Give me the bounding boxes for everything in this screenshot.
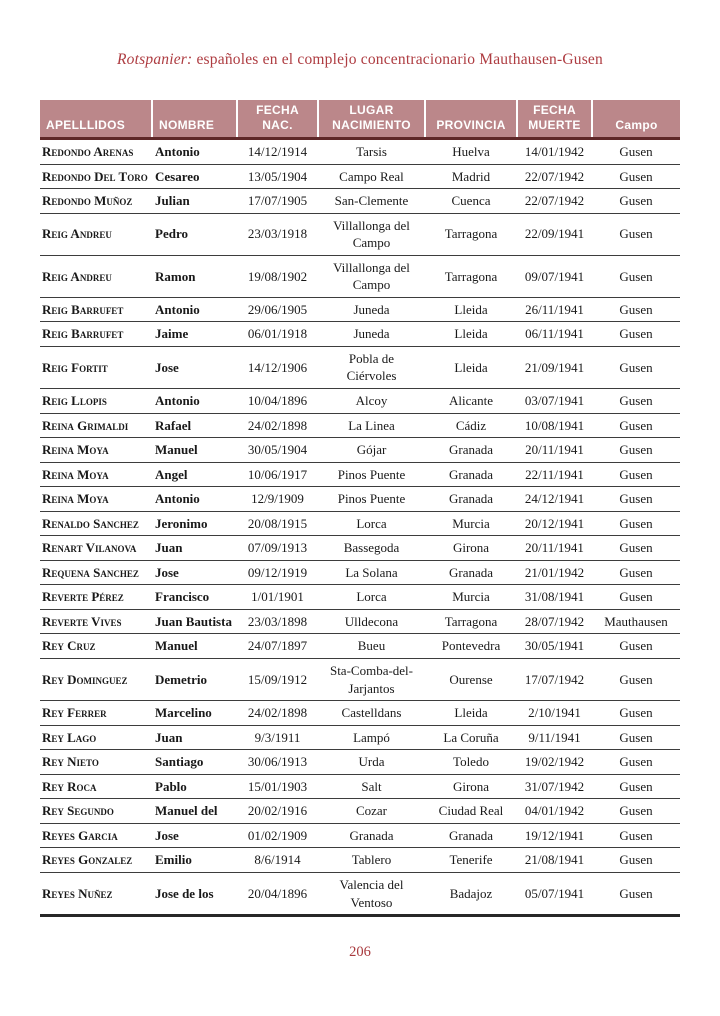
- cell-fecha-muerte: 9/11/1941: [528, 729, 581, 745]
- cell-apellidos: Rey Nieto: [42, 754, 99, 770]
- table-row: [40, 701, 680, 726]
- cell-apellidos: Rey Roca: [42, 778, 97, 794]
- cell-lugar: Pobla de Ciérvoles: [346, 350, 397, 384]
- cell-fecha-nac: 20/04/1896: [247, 885, 308, 901]
- cell-apellidos: Reig Andreu: [42, 268, 112, 284]
- cell-lugar: Urda: [358, 754, 385, 770]
- cell-fecha-nac: 1/01/1901: [251, 589, 304, 605]
- table-row: [40, 848, 680, 873]
- cell-provincia: Alicante: [448, 393, 494, 409]
- cell-fecha-muerte: 09/07/1941: [524, 268, 585, 284]
- cell-nombre: Antonio: [155, 393, 200, 409]
- column-header-lugar-nacimiento: LUGAR NACIMIENTO: [318, 100, 425, 139]
- cell-provincia: Lleida: [454, 301, 488, 317]
- cell-lugar: Ulldecona: [344, 613, 399, 629]
- cell-fecha-nac: 20/08/1915: [247, 515, 308, 531]
- cell-campo: Gusen: [619, 442, 653, 458]
- cell-lugar: Granada: [349, 827, 394, 843]
- cell-lugar: Juneda: [353, 326, 390, 342]
- cell-provincia: Murcia: [452, 515, 490, 531]
- cell-lugar: Villallonga del Campo: [333, 259, 410, 293]
- cell-provincia: Ourense: [449, 671, 493, 687]
- cell-fecha-nac: 14/12/1906: [247, 359, 308, 375]
- cell-apellidos: Reyes Nuñez: [42, 885, 113, 901]
- cell-fecha-muerte: 22/07/1942: [524, 193, 585, 209]
- cell-provincia: Tarragona: [444, 613, 498, 629]
- cell-campo: Mauthausen: [604, 613, 668, 629]
- table-row: [40, 438, 680, 463]
- cell-provincia: Tarragona: [444, 268, 498, 284]
- table-row: [40, 799, 680, 824]
- cell-provincia: Ciudad Real: [438, 803, 504, 819]
- cell-fecha-nac: 01/02/1909: [247, 827, 308, 843]
- table-row: [40, 511, 680, 536]
- cell-campo: Gusen: [619, 754, 653, 770]
- cell-lugar: Alcoy: [355, 393, 388, 409]
- cell-fecha-muerte: 20/11/1941: [525, 540, 584, 556]
- cell-nombre: Juan: [155, 729, 183, 745]
- cell-provincia: Huelva: [452, 144, 490, 159]
- table-row: [40, 297, 680, 322]
- cell-nombre: Ramon: [155, 268, 196, 284]
- cell-campo: Gusen: [619, 226, 653, 242]
- cell-fecha-muerte: 31/07/1942: [524, 778, 585, 794]
- cell-lugar: La Solana: [345, 564, 398, 580]
- cell-lugar: Tablero: [351, 852, 392, 868]
- cell-nombre: Cesareo: [155, 168, 200, 184]
- cell-campo: Gusen: [619, 268, 653, 284]
- cell-fecha-muerte: 21/08/1941: [524, 852, 585, 868]
- cell-lugar: Lampó: [353, 729, 390, 745]
- table-row: [40, 823, 680, 848]
- cell-provincia: Murcia: [452, 589, 490, 605]
- cell-apellidos: Rey Cruz: [42, 638, 96, 654]
- cell-apellidos: Reina Grimaldi: [42, 417, 129, 433]
- cell-fecha-nac: 9/3/1911: [254, 729, 301, 745]
- table-row: [40, 634, 680, 659]
- cell-campo: Gusen: [619, 778, 653, 794]
- cell-fecha-nac: 06/01/1918: [247, 326, 308, 342]
- cell-apellidos: Rey Segundo: [42, 803, 114, 819]
- cell-fecha-nac: 12/9/1909: [251, 491, 304, 507]
- table-row: [40, 750, 680, 775]
- column-header-nombre: NOMBRE: [152, 100, 237, 139]
- cell-provincia: Lleida: [454, 359, 488, 375]
- cell-nombre: Antonio: [155, 301, 200, 317]
- cell-apellidos: Rey Dominguez: [42, 671, 128, 687]
- cell-provincia: Granada: [448, 466, 494, 482]
- table-row: [40, 322, 680, 347]
- cell-campo: Gusen: [619, 564, 653, 580]
- cell-campo: Gusen: [619, 729, 653, 745]
- cell-fecha-nac: 19/08/1902: [247, 268, 308, 284]
- cell-apellidos: Reig Barrufet: [42, 326, 124, 342]
- cell-campo: Gusen: [619, 852, 653, 868]
- cell-nombre: Marcelino: [155, 705, 212, 721]
- cell-fecha-nac: 07/09/1913: [247, 540, 308, 556]
- cell-provincia: Granada: [448, 564, 494, 580]
- cell-nombre: Manuel del: [155, 803, 218, 819]
- table-row: [40, 487, 680, 512]
- cell-apellidos: Reyes Gonzalez: [42, 852, 133, 868]
- cell-nombre: Antonio: [155, 144, 200, 159]
- cell-lugar: Juneda: [353, 301, 390, 317]
- cell-provincia: Granada: [448, 442, 494, 458]
- cell-provincia: Tarragona: [444, 226, 498, 242]
- cell-fecha-nac: 24/02/1898: [247, 705, 308, 721]
- cell-lugar: Salt: [361, 778, 382, 794]
- cell-nombre: Manuel: [155, 638, 198, 654]
- table-row: [40, 462, 680, 487]
- cell-campo: Gusen: [619, 393, 653, 409]
- cell-fecha-muerte: 20/12/1941: [524, 515, 585, 531]
- cell-lugar: Villallonga del Campo: [333, 217, 410, 251]
- cell-campo: Gusen: [619, 326, 653, 342]
- cell-fecha-muerte: 05/07/1941: [524, 885, 585, 901]
- cell-fecha-muerte: 19/02/1942: [524, 754, 585, 770]
- cell-fecha-nac: 29/06/1905: [247, 301, 308, 317]
- cell-lugar: La Linea: [348, 417, 395, 433]
- cell-fecha-nac: 24/07/1897: [247, 638, 308, 654]
- cell-fecha-muerte: 21/09/1941: [524, 359, 585, 375]
- cell-lugar: Tarsis: [356, 144, 387, 159]
- cell-fecha-nac: 8/6/1914: [254, 852, 301, 868]
- title-italic-part: Rotspanier:: [117, 51, 193, 68]
- table-row: [40, 872, 680, 915]
- cell-fecha-muerte: 19/12/1941: [524, 827, 585, 843]
- cell-apellidos: Reyes Garcia: [42, 827, 118, 843]
- cell-provincia: Tenerife: [449, 852, 493, 868]
- cell-fecha-muerte: 21/01/1942: [524, 564, 585, 580]
- cell-nombre: Pablo: [155, 778, 187, 794]
- cell-nombre: Jeronimo: [155, 515, 208, 531]
- table-row: [40, 164, 680, 189]
- cell-lugar: Castelldans: [341, 705, 402, 721]
- table-row: [40, 255, 680, 297]
- cell-nombre: Jose de los: [155, 885, 214, 901]
- cell-fecha-muerte: 22/07/1942: [524, 168, 585, 184]
- cell-fecha-nac: 13/05/1904: [247, 168, 308, 184]
- table-row: [40, 189, 680, 214]
- cell-campo: Gusen: [619, 638, 653, 654]
- cell-provincia: La Coruña: [443, 729, 499, 745]
- cell-campo: Gusen: [619, 803, 653, 819]
- cell-fecha-muerte: 17/07/1942: [524, 671, 585, 687]
- prisoners-table: [40, 100, 680, 917]
- cell-lugar: Pinos Puente: [337, 491, 406, 507]
- cell-provincia: Toledo: [453, 754, 489, 770]
- table-row: [40, 139, 680, 165]
- cell-apellidos: Redondo Muñoz: [42, 193, 133, 209]
- cell-campo: Gusen: [619, 301, 653, 317]
- cell-apellidos: Reina Moya: [42, 442, 109, 458]
- table-row: [40, 536, 680, 561]
- cell-nombre: Jose: [155, 359, 179, 375]
- title-rest: españoles en el complejo concentracionario Mauthausen-Gusen: [192, 51, 603, 68]
- cell-fecha-muerte: 24/12/1941: [524, 491, 585, 507]
- cell-lugar: Bueu: [357, 638, 386, 654]
- cell-campo: Gusen: [619, 144, 653, 159]
- cell-lugar: Gójar: [356, 442, 387, 458]
- cell-lugar: Pinos Puente: [337, 466, 406, 482]
- cell-fecha-nac: 14/12/1914: [247, 144, 308, 159]
- cell-nombre: Emilio: [155, 852, 192, 868]
- cell-fecha-muerte: 04/01/1942: [524, 803, 585, 819]
- cell-apellidos: Reverte Pérez: [42, 589, 124, 605]
- table-row: [40, 389, 680, 414]
- cell-provincia: Pontevedra: [441, 638, 501, 654]
- cell-fecha-muerte: 20/11/1941: [525, 442, 584, 458]
- cell-provincia: Madrid: [451, 168, 491, 184]
- cell-apellidos: Rey Ferrer: [42, 705, 107, 721]
- table-row: [40, 609, 680, 634]
- cell-fecha-muerte: 03/07/1941: [524, 393, 585, 409]
- cell-nombre: Juan Bautista: [155, 613, 232, 629]
- cell-nombre: Manuel: [155, 442, 198, 458]
- cell-campo: Gusen: [619, 168, 653, 184]
- cell-lugar: Sta-Comba-del-Jarjantos: [329, 663, 414, 696]
- table-row: [40, 585, 680, 610]
- column-header-provincia: PROVINCIA: [425, 100, 517, 139]
- cell-apellidos: Renaldo Sanchez: [42, 515, 139, 531]
- cell-lugar: Lorca: [356, 589, 387, 605]
- cell-fecha-nac: 09/12/1919: [247, 564, 308, 580]
- cell-apellidos: Reverte Vives: [42, 613, 122, 629]
- column-header-fecha-nac: FECHA NAC.: [237, 100, 318, 139]
- cell-campo: Gusen: [619, 827, 653, 843]
- cell-lugar: Campo Real: [339, 168, 404, 184]
- cell-campo: Gusen: [619, 705, 653, 721]
- page-title: [0, 49, 720, 71]
- cell-apellidos: Redondo Arenas: [42, 144, 134, 159]
- cell-nombre: Jose: [155, 827, 179, 843]
- cell-apellidos: Requena Sanchez: [42, 564, 139, 580]
- cell-campo: Gusen: [619, 589, 653, 605]
- cell-provincia: Girona: [452, 778, 490, 794]
- cell-campo: Gusen: [619, 466, 653, 482]
- cell-provincia: Cádiz: [455, 417, 487, 433]
- cell-fecha-nac: 20/02/1916: [247, 803, 308, 819]
- cell-fecha-nac: 10/04/1896: [247, 393, 308, 409]
- table-row: [40, 560, 680, 585]
- cell-fecha-muerte: 26/11/1941: [525, 301, 584, 317]
- cell-fecha-muerte: 22/11/1941: [525, 466, 584, 482]
- table-row: [40, 659, 680, 701]
- cell-provincia: Granada: [448, 827, 494, 843]
- cell-apellidos: Reig Barrufet: [42, 301, 124, 317]
- cell-fecha-muerte: 30/05/1941: [524, 638, 585, 654]
- cell-campo: Gusen: [619, 193, 653, 209]
- cell-fecha-nac: 23/03/1918: [247, 226, 308, 242]
- cell-nombre: Angel: [155, 466, 188, 482]
- cell-fecha-nac: 15/09/1912: [247, 671, 308, 687]
- cell-campo: Gusen: [619, 359, 653, 375]
- cell-apellidos: Reig Andreu: [42, 226, 112, 242]
- cell-campo: Gusen: [619, 417, 653, 433]
- cell-apellidos: Reina Moya: [42, 466, 109, 482]
- table-row: [40, 413, 680, 438]
- cell-nombre: Rafael: [155, 417, 192, 433]
- cell-nombre: Jose: [155, 564, 179, 580]
- cell-apellidos: Renart Vilanova: [42, 540, 137, 556]
- page-number: 206: [349, 944, 371, 960]
- cell-campo: Gusen: [619, 540, 653, 556]
- table-row: [40, 725, 680, 750]
- table-header-row: [40, 100, 680, 139]
- cell-apellidos: Reig Llopis: [42, 393, 107, 409]
- cell-fecha-nac: 30/06/1913: [247, 754, 308, 770]
- cell-lugar: Valencia del Ventoso: [339, 876, 404, 910]
- cell-nombre: Jaime: [155, 326, 189, 342]
- cell-fecha-nac: 15/01/1903: [247, 778, 308, 794]
- cell-lugar: Cozar: [355, 803, 388, 819]
- cell-fecha-nac: 30/05/1904: [247, 442, 308, 458]
- cell-provincia: Cuenca: [451, 193, 491, 209]
- cell-apellidos: Reig Fortit: [42, 359, 108, 375]
- cell-fecha-nac: 17/07/1905: [247, 193, 308, 209]
- column-header-campo: Campo: [592, 100, 680, 139]
- cell-provincia: Lleida: [454, 705, 488, 721]
- table-row: [40, 346, 680, 388]
- cell-fecha-nac: 23/03/1898: [247, 613, 308, 629]
- cell-provincia: Girona: [452, 540, 490, 556]
- cell-nombre: Santiago: [155, 754, 204, 770]
- cell-lugar: San-Clemente: [334, 193, 409, 209]
- cell-apellidos: Redondo Del Toro: [42, 168, 148, 184]
- cell-fecha-muerte: 2/10/1941: [528, 705, 581, 721]
- cell-fecha-nac: 24/02/1898: [247, 417, 308, 433]
- cell-provincia: Granada: [448, 491, 494, 507]
- cell-lugar: Bassegoda: [343, 540, 400, 556]
- cell-nombre: Francisco: [155, 589, 210, 605]
- cell-apellidos: Reina Moya: [42, 491, 109, 507]
- column-header-fecha-muerte: FECHA MUERTE: [517, 100, 592, 139]
- table-body: [40, 139, 680, 916]
- cell-apellidos: Rey Lago: [42, 729, 97, 745]
- cell-fecha-nac: 10/06/1917: [247, 466, 308, 482]
- cell-nombre: Demetrio: [155, 671, 207, 687]
- cell-campo: Gusen: [619, 885, 653, 901]
- cell-nombre: Julian: [155, 193, 190, 209]
- cell-fecha-muerte: 31/08/1941: [524, 589, 585, 605]
- cell-campo: Gusen: [619, 491, 653, 507]
- cell-nombre: Juan: [155, 540, 183, 556]
- cell-fecha-muerte: 10/08/1941: [524, 417, 585, 433]
- cell-provincia: Badajoz: [449, 885, 493, 901]
- cell-fecha-muerte: 22/09/1941: [524, 226, 585, 242]
- cell-campo: Gusen: [619, 671, 653, 687]
- cell-fecha-muerte: 28/07/1942: [524, 613, 585, 629]
- cell-fecha-muerte: 14/01/1942: [524, 144, 585, 159]
- cell-nombre: Antonio: [155, 491, 200, 507]
- cell-lugar: Lorca: [356, 515, 387, 531]
- cell-fecha-muerte: 06/11/1941: [525, 326, 584, 342]
- column-header-apellidos: APELLLIDOS: [40, 100, 152, 139]
- cell-campo: Gusen: [619, 515, 653, 531]
- table-row: [40, 213, 680, 255]
- cell-nombre: Pedro: [155, 226, 188, 242]
- table-row: [40, 774, 680, 799]
- cell-provincia: Lleida: [454, 326, 488, 342]
